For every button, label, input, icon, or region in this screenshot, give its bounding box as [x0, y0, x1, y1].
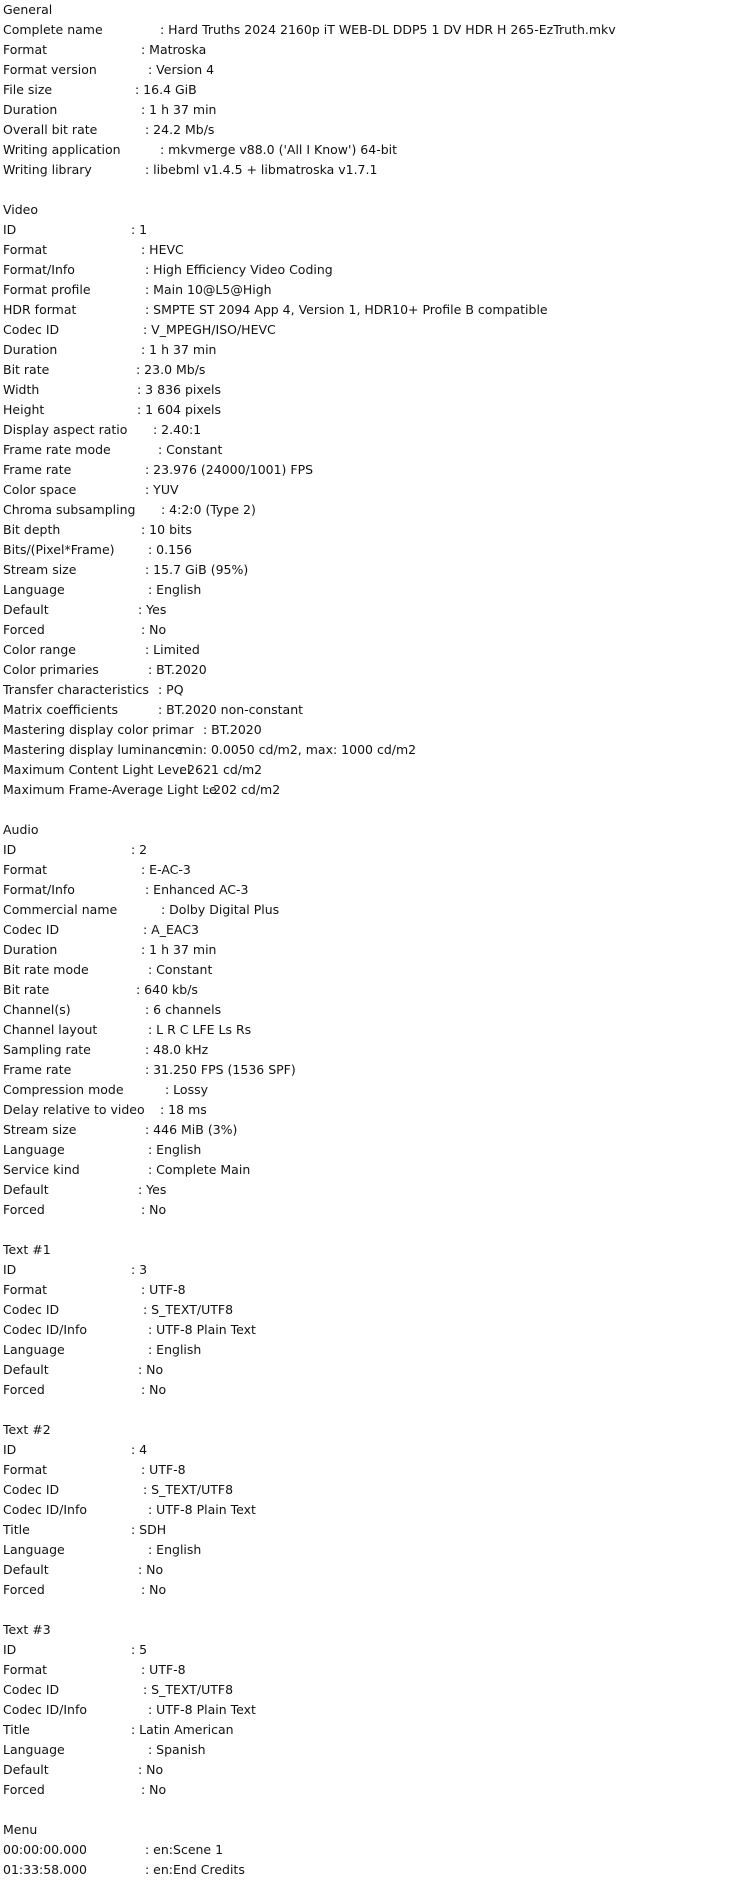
- field-row: [3, 1160, 733, 1180]
- field-value: : 1 h 37 min: [141, 342, 217, 357]
- field-value: : min: 0.0050 cd/m2, max: 1000 cd/m2: [171, 742, 417, 757]
- field-value: : 5: [131, 1642, 148, 1657]
- field-row: [3, 300, 733, 320]
- field-value: : Complete Main: [148, 1162, 251, 1177]
- field-value: : Limited: [145, 642, 200, 657]
- field-row: [3, 440, 733, 460]
- field-row: [3, 1000, 733, 1020]
- field-value: : English: [148, 1142, 202, 1157]
- field-row: [3, 480, 733, 500]
- field-row: [3, 1640, 733, 1660]
- field-key: Default: [3, 1562, 49, 1577]
- field-value: : libebml v1.4.5 + libmatroska v1.7.1: [145, 162, 378, 177]
- field-key: Complete name: [3, 22, 103, 37]
- section-heading-menu: Menu: [3, 1822, 38, 1837]
- field-value: : Main 10@L5@High: [145, 282, 272, 297]
- field-value: : 23.0 Mb/s: [136, 362, 206, 377]
- field-key: Title: [3, 1722, 30, 1737]
- field-value: : 24.2 Mb/s: [145, 122, 215, 137]
- field-row: [3, 100, 733, 120]
- field-key: Stream size: [3, 1122, 77, 1137]
- field-row: [3, 880, 733, 900]
- field-value: : en:End Credits: [145, 1862, 245, 1877]
- field-row: [3, 1720, 733, 1740]
- field-value: : 1 604 pixels: [137, 402, 222, 417]
- field-key: Codec ID: [3, 1302, 60, 1317]
- field-key: Frame rate mode: [3, 442, 111, 457]
- field-value: : No: [141, 1202, 167, 1217]
- field-key: Matrix coefficients: [3, 702, 118, 717]
- field-value: : Constant: [148, 962, 213, 977]
- field-value: : UTF-8 Plain Text: [148, 1502, 256, 1517]
- field-value: : L R C LFE Ls Rs: [148, 1022, 252, 1037]
- section-heading-general: General: [3, 2, 53, 17]
- field-key: Bit rate mode: [3, 962, 89, 977]
- field-key: Forced: [3, 1382, 45, 1397]
- section-heading-text-2: Text #2: [3, 1422, 51, 1437]
- field-row: [3, 240, 733, 260]
- field-key: Frame rate: [3, 1062, 72, 1077]
- field-row: [3, 940, 733, 960]
- field-row: [3, 1360, 733, 1380]
- field-key: Writing library: [3, 162, 92, 177]
- field-value: : HEVC: [141, 242, 184, 257]
- field-key: Forced: [3, 622, 45, 637]
- field-key: Format/Info: [3, 882, 75, 897]
- field-value: : 16.4 GiB: [135, 82, 197, 97]
- field-key: Duration: [3, 942, 58, 957]
- field-row: [3, 360, 733, 380]
- field-key: Forced: [3, 1582, 45, 1597]
- field-row: [3, 1380, 733, 1400]
- field-row: [3, 20, 733, 40]
- field-row: [3, 1340, 733, 1360]
- field-value: : English: [148, 1542, 202, 1557]
- field-value: : 6 channels: [145, 1002, 222, 1017]
- field-key: Maximum Content Light Level: [3, 762, 191, 777]
- field-row: [3, 1180, 733, 1200]
- field-key: Codec ID: [3, 1682, 60, 1697]
- field-row: [3, 1700, 733, 1720]
- field-key: Overall bit rate: [3, 122, 98, 137]
- field-value: : UTF-8 Plain Text: [148, 1702, 256, 1717]
- field-row: [3, 600, 733, 620]
- section-heading-audio: Audio: [3, 822, 39, 837]
- field-value: : No: [138, 1562, 164, 1577]
- field-value: : UTF-8: [141, 1662, 186, 1677]
- field-value: : BT.2020: [148, 662, 207, 677]
- field-row: [3, 260, 733, 280]
- field-value: : No: [138, 1762, 164, 1777]
- field-value: : BT.2020 non-constant: [158, 702, 304, 717]
- field-row: [3, 620, 733, 640]
- field-key: File size: [3, 82, 53, 97]
- section-heading-text-3: Text #3: [3, 1622, 51, 1637]
- field-value: : Latin American: [131, 1722, 234, 1737]
- field-row: [3, 700, 733, 720]
- section-heading-text-1: Text #1: [3, 1242, 51, 1257]
- field-row: [3, 1520, 733, 1540]
- field-row: [3, 780, 733, 800]
- field-key: Channel layout: [3, 1022, 98, 1037]
- field-key: ID: [3, 222, 17, 237]
- field-row: [3, 1460, 733, 1480]
- field-value: : 0.156: [148, 542, 192, 557]
- field-value: : 10 bits: [141, 522, 192, 537]
- field-value: : UTF-8: [141, 1462, 186, 1477]
- field-value: : SDH: [131, 1522, 167, 1537]
- field-row: [3, 80, 733, 100]
- field-row: [3, 1760, 733, 1780]
- field-key: Display aspect ratio: [3, 422, 128, 437]
- field-value: : 4: [131, 1442, 148, 1457]
- field-key: Forced: [3, 1782, 45, 1797]
- field-row: [3, 60, 733, 80]
- field-value: : 202 cd/m2: [205, 782, 281, 797]
- field-key: HDR format: [3, 302, 77, 317]
- field-row: [3, 740, 733, 760]
- field-row: [3, 980, 733, 1000]
- field-value: : UTF-8 Plain Text: [148, 1322, 256, 1337]
- field-row: [3, 160, 733, 180]
- field-key: Format profile: [3, 282, 91, 297]
- field-key: Language: [3, 1342, 65, 1357]
- field-row: [3, 1060, 733, 1080]
- field-value: : 2: [131, 842, 148, 857]
- field-value: : No: [141, 622, 167, 637]
- field-value: : 640 kb/s: [136, 982, 198, 997]
- field-value: : Lossy: [165, 1082, 208, 1097]
- field-row: [3, 860, 733, 880]
- field-value: : High Efficiency Video Coding: [145, 262, 333, 277]
- field-key: Language: [3, 1542, 65, 1557]
- field-row: [3, 1260, 733, 1280]
- field-key: Commercial name: [3, 902, 118, 917]
- field-value: : SMPTE ST 2094 App 4, Version 1, HDR10+ Profile B compatible: [145, 302, 548, 317]
- field-row: [3, 1780, 733, 1800]
- field-row: [3, 40, 733, 60]
- field-row: [3, 1300, 733, 1320]
- field-key: 01:33:58.000: [3, 1862, 87, 1877]
- field-row: [3, 220, 733, 240]
- field-value: : 15.7 GiB (95%): [145, 562, 249, 577]
- field-key: Codec ID: [3, 1482, 60, 1497]
- field-row: [3, 1580, 733, 1600]
- field-key: Maximum Frame-Average Light Le: [3, 782, 217, 797]
- field-key: ID: [3, 1262, 17, 1277]
- field-row: [3, 1120, 733, 1140]
- field-value: : English: [148, 1342, 202, 1357]
- field-key: Format: [3, 1662, 48, 1677]
- field-value: : No: [141, 1382, 167, 1397]
- field-key: Language: [3, 1742, 65, 1757]
- field-row: [3, 140, 733, 160]
- field-value: : 23.976 (24000/1001) FPS: [145, 462, 314, 477]
- field-key: Format version: [3, 62, 97, 77]
- field-key: Language: [3, 1142, 65, 1157]
- field-row: [3, 380, 733, 400]
- field-key: Format: [3, 242, 48, 257]
- field-key: Default: [3, 602, 49, 617]
- field-row: [3, 580, 733, 600]
- field-key: Compression mode: [3, 1082, 124, 1097]
- field-key: Service kind: [3, 1162, 80, 1177]
- field-key: Bit depth: [3, 522, 61, 537]
- field-value: : Yes: [138, 1182, 167, 1197]
- field-key: Transfer characteristics: [3, 682, 149, 697]
- field-key: Format: [3, 42, 48, 57]
- field-row: [3, 1660, 733, 1680]
- field-key: Writing application: [3, 142, 121, 157]
- field-key: Bit rate: [3, 982, 50, 997]
- field-value: : 2621 cd/m2: [179, 762, 263, 777]
- field-row: [3, 760, 733, 780]
- field-value: : Enhanced AC-3: [145, 882, 249, 897]
- section-heading-video: Video: [3, 202, 39, 217]
- field-value: : Dolby Digital Plus: [161, 902, 280, 917]
- field-value: : UTF-8: [141, 1282, 186, 1297]
- field-value: : S_TEXT/UTF8: [143, 1682, 234, 1697]
- field-key: Mastering display color primar: [3, 722, 194, 737]
- field-key: Default: [3, 1762, 49, 1777]
- field-key: Color range: [3, 642, 76, 657]
- field-row: [3, 1140, 733, 1160]
- field-key: Chroma subsampling: [3, 502, 136, 517]
- field-row: [3, 1560, 733, 1580]
- field-key: Format: [3, 1282, 48, 1297]
- field-value: : PQ: [158, 682, 184, 697]
- field-value: : 1 h 37 min: [141, 942, 217, 957]
- field-row: [3, 320, 733, 340]
- field-value: : YUV: [145, 482, 179, 497]
- field-value: : Yes: [138, 602, 167, 617]
- field-row: [3, 1280, 733, 1300]
- field-value: : Hard Truths 2024 2160p iT WEB-DL DDP5 1 DV HDR H 265-EzTruth.mkv: [160, 22, 616, 37]
- field-row: [3, 420, 733, 440]
- field-row: [3, 840, 733, 860]
- field-row: [3, 1680, 733, 1700]
- field-row: [3, 720, 733, 740]
- field-row: [3, 1480, 733, 1500]
- field-value: : 446 MiB (3%): [145, 1122, 238, 1137]
- field-key: Delay relative to video: [3, 1102, 145, 1117]
- field-value: : 31.250 FPS (1536 SPF): [145, 1062, 296, 1077]
- field-value: : en:Scene 1: [145, 1842, 224, 1857]
- field-value: : Constant: [158, 442, 223, 457]
- field-row: [3, 500, 733, 520]
- field-key: Format/Info: [3, 262, 75, 277]
- field-value: : No: [141, 1782, 167, 1797]
- field-key: ID: [3, 1642, 17, 1657]
- field-key: Height: [3, 402, 45, 417]
- field-row: [3, 280, 733, 300]
- field-value: : Spanish: [148, 1742, 206, 1757]
- field-value: : No: [141, 1582, 167, 1597]
- field-value: : 3 836 pixels: [137, 382, 222, 397]
- field-key: Bits/(Pixel*Frame): [3, 542, 115, 557]
- field-key: Codec ID: [3, 322, 60, 337]
- field-row: [3, 1500, 733, 1520]
- field-key: Forced: [3, 1202, 45, 1217]
- field-key: Codec ID/Info: [3, 1502, 88, 1517]
- field-row: [3, 660, 733, 680]
- field-row: [3, 640, 733, 660]
- field-value: : V_MPEGH/ISO/HEVC: [143, 322, 276, 337]
- field-value: : English: [148, 582, 202, 597]
- field-value: : 18 ms: [160, 1102, 207, 1117]
- field-key: Format: [3, 862, 48, 877]
- field-row: [3, 120, 733, 140]
- field-row: [3, 560, 733, 580]
- field-row: [3, 960, 733, 980]
- field-value: : E-AC-3: [141, 862, 191, 877]
- field-key: Language: [3, 582, 65, 597]
- field-row: [3, 520, 733, 540]
- field-value: : 4:2:0 (Type 2): [161, 502, 256, 517]
- field-value: : 3: [131, 1262, 148, 1277]
- field-row: [3, 1860, 733, 1880]
- field-key: Codec ID/Info: [3, 1702, 88, 1717]
- field-key: Channel(s): [3, 1002, 71, 1017]
- field-key: Frame rate: [3, 462, 72, 477]
- field-key: 00:00:00.000: [3, 1842, 87, 1857]
- field-value: : A_EAC3: [143, 922, 199, 937]
- field-value: : 48.0 kHz: [145, 1042, 209, 1057]
- field-row: [3, 460, 733, 480]
- field-row: [3, 1080, 733, 1100]
- field-row: [3, 1020, 733, 1040]
- field-row: [3, 1540, 733, 1560]
- field-row: [3, 540, 733, 560]
- field-row: [3, 1440, 733, 1460]
- field-key: Color space: [3, 482, 77, 497]
- field-row: [3, 1320, 733, 1340]
- field-key: ID: [3, 1442, 17, 1457]
- field-row: [3, 680, 733, 700]
- field-key: Stream size: [3, 562, 77, 577]
- field-value: : 2.40:1: [153, 422, 202, 437]
- field-key: Sampling rate: [3, 1042, 91, 1057]
- field-key: Default: [3, 1362, 49, 1377]
- field-value: : 1 h 37 min: [141, 102, 217, 117]
- field-key: Width: [3, 382, 40, 397]
- field-key: Codec ID/Info: [3, 1322, 88, 1337]
- field-row: [3, 1200, 733, 1220]
- field-row: [3, 1100, 733, 1120]
- field-row: [3, 400, 733, 420]
- field-row: [3, 920, 733, 940]
- field-key: Duration: [3, 342, 58, 357]
- field-value: : BT.2020: [203, 722, 262, 737]
- field-row: [3, 340, 733, 360]
- field-value: : mkvmerge v88.0 ('All I Know') 64-bit: [160, 142, 398, 157]
- field-row: [3, 1040, 733, 1060]
- field-row: [3, 1840, 733, 1860]
- field-row: [3, 1740, 733, 1760]
- field-value: : S_TEXT/UTF8: [143, 1302, 234, 1317]
- field-value: : Version 4: [148, 62, 215, 77]
- field-key: Duration: [3, 102, 58, 117]
- field-key: ID: [3, 842, 17, 857]
- field-value: : 1: [131, 222, 148, 237]
- field-value: : S_TEXT/UTF8: [143, 1482, 234, 1497]
- field-key: Color primaries: [3, 662, 99, 677]
- field-value: : Matroska: [141, 42, 207, 57]
- field-row: [3, 900, 733, 920]
- field-key: Mastering display luminance: [3, 742, 183, 757]
- field-key: Codec ID: [3, 922, 60, 937]
- field-value: : No: [138, 1362, 164, 1377]
- field-key: Title: [3, 1522, 30, 1537]
- field-key: Bit rate: [3, 362, 50, 377]
- field-key: Default: [3, 1182, 49, 1197]
- field-key: Format: [3, 1462, 48, 1477]
